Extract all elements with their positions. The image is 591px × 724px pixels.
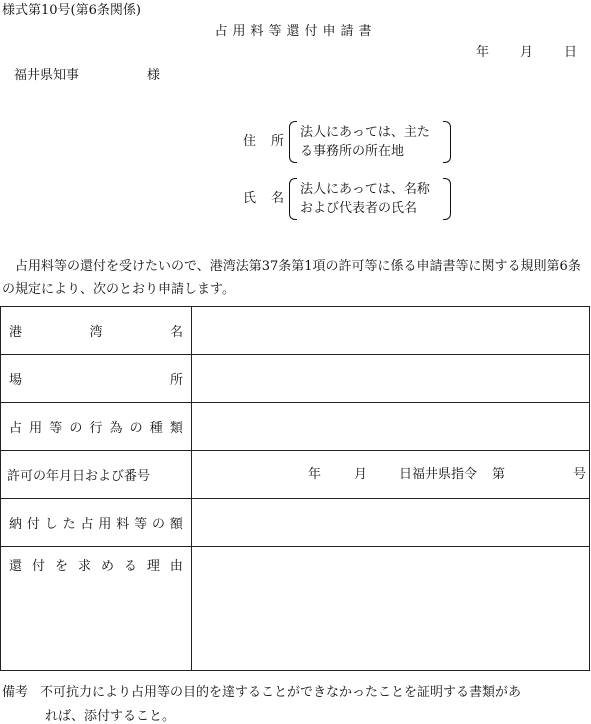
form-number: 様式第10号(第6条関係)	[2, 3, 141, 18]
name-note-line2: および代表者の氏名	[300, 201, 418, 216]
honorific: 様	[147, 68, 161, 83]
remarks-line2: れば、添付すること。	[45, 709, 176, 724]
permit-dai-label: 第	[492, 466, 506, 482]
label-char: 理	[146, 559, 160, 574]
table-row	[1, 355, 590, 403]
label-permit-date-number	[1, 451, 192, 499]
address-label-1: 住	[243, 134, 257, 149]
paid-amount-field[interactable]	[192, 499, 590, 547]
label-char: 場	[9, 373, 23, 388]
label-port-name	[1, 307, 192, 355]
application-statement: 占用料等の還付を受けたいので、港湾法第37条第1項の許可等に係る申請書等に関する規則第6条の規定により、次のとおり申請します。	[2, 259, 581, 297]
table-row	[1, 547, 590, 671]
label-char: 所	[169, 373, 183, 388]
occupancy-type-field[interactable]	[192, 403, 590, 451]
label-char: 等	[49, 421, 63, 436]
permit-day-office-label: 日福井県指令	[399, 466, 478, 482]
application-table	[0, 306, 590, 671]
label-char: 用	[29, 421, 43, 436]
label-char: し	[44, 517, 58, 532]
date-day-label: 日	[564, 45, 578, 60]
label-char: 類	[169, 421, 183, 436]
address-label-2: 所	[271, 134, 285, 149]
port-name-field[interactable]	[192, 307, 590, 355]
label-char: 付	[26, 517, 40, 532]
label-char: の	[152, 517, 166, 532]
permit-month-label: 月	[354, 466, 368, 482]
label-char: 占	[80, 517, 94, 532]
addressee: 福井県知事	[14, 68, 80, 83]
table-row	[1, 307, 590, 355]
name-label-2: 名	[271, 191, 285, 206]
remarks-line1	[2, 683, 521, 703]
permit-go-label: 号	[573, 466, 587, 482]
left-brace	[289, 178, 297, 220]
label-char: 為	[109, 421, 123, 436]
permit-line	[192, 452, 589, 498]
document-title: 占用料等還付申請書	[214, 24, 377, 39]
name-note-line1: 法人にあっては、名称	[300, 182, 430, 197]
address-note-text	[300, 123, 430, 161]
permit-year-label: 年	[308, 466, 322, 482]
label-char: 由	[169, 559, 183, 574]
right-brace	[443, 121, 451, 163]
name-label-1: 氏	[243, 191, 257, 206]
label-char: 付	[31, 559, 45, 574]
refund-reason-field[interactable]	[192, 547, 590, 671]
table-row	[1, 499, 590, 547]
permit-date-number-field[interactable]	[192, 451, 590, 499]
label-char: 求	[77, 559, 91, 574]
left-brace	[289, 121, 297, 163]
label-char: 行	[89, 421, 103, 436]
address-note-line1: 法人にあっては、主た	[300, 125, 430, 140]
label-occupancy-type	[1, 403, 192, 451]
label-char: 額	[169, 517, 183, 532]
label-char: 等	[134, 517, 148, 532]
location-field[interactable]	[192, 355, 590, 403]
table-row	[1, 451, 590, 499]
date-month-label: 月	[520, 45, 534, 60]
label-char: 港	[9, 325, 23, 340]
date-year-label: 年	[476, 45, 490, 60]
label-char: め	[100, 559, 114, 574]
label-char: 名	[169, 325, 183, 340]
label-char: を	[54, 559, 68, 574]
label-char: 料	[116, 517, 130, 532]
label-char: 種	[149, 421, 163, 436]
label-char: 還	[9, 559, 23, 574]
name-note-text	[300, 180, 430, 218]
label-char: 占	[9, 421, 23, 436]
label-char: る	[123, 559, 137, 574]
right-brace	[443, 178, 451, 220]
address-note-line2: る事務所の所在地	[300, 144, 405, 159]
label-char: 用	[98, 517, 112, 532]
label-location	[1, 355, 192, 403]
remarks-label: 備考	[2, 685, 29, 700]
label-char: た	[62, 517, 76, 532]
label-char: の	[69, 421, 83, 436]
label-char: 湾	[89, 325, 103, 340]
remarks-text-1: 不可抗力により占用等の目的を達することができなかったことを証明する書類があ	[40, 685, 522, 700]
label-paid-amount	[1, 499, 192, 547]
label-char: の	[129, 421, 143, 436]
permit-label-text: 許可の年月日および番号	[7, 469, 151, 484]
label-char: 納	[9, 517, 23, 532]
table-row	[1, 403, 590, 451]
label-refund-reason	[1, 547, 192, 671]
